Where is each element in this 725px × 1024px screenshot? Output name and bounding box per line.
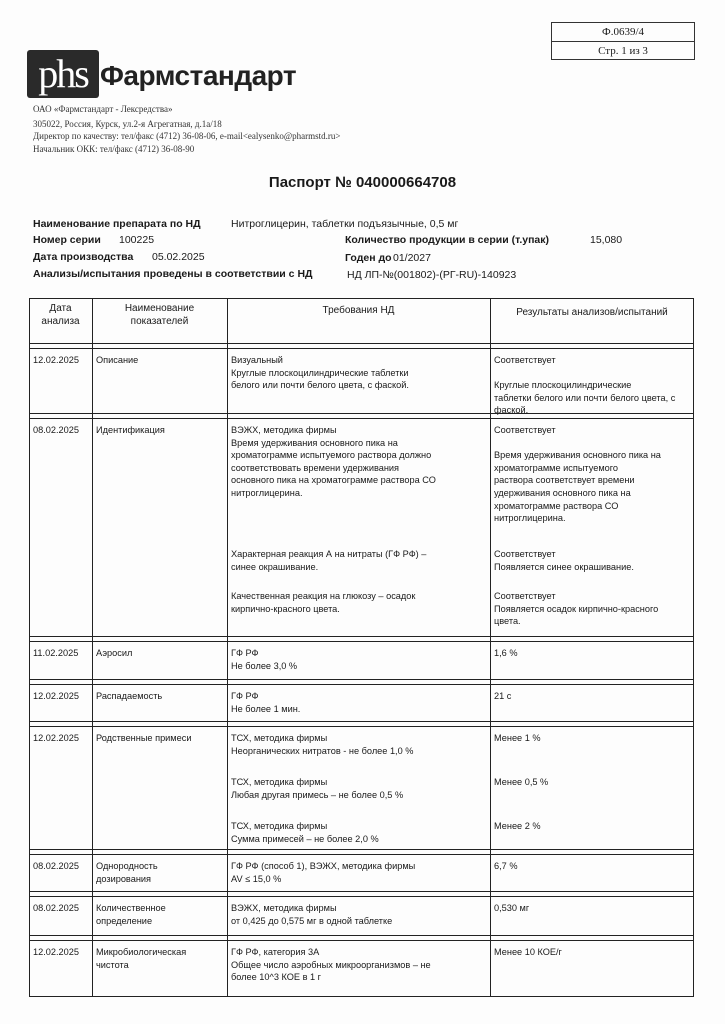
row-requirement-line: синее окрашивание.: [231, 561, 319, 572]
row-requirement: [231, 690, 486, 715]
row-requirement: [231, 860, 486, 885]
row-requirement-line: AV ≤ 15,0 %: [231, 873, 282, 884]
results-table: [29, 298, 694, 997]
row-result-line: Менее 2 %: [494, 821, 541, 831]
row-indicator: [96, 732, 223, 745]
row-result: [494, 946, 690, 959]
row-requirement-line: Характерная реакция А на нитраты (ГФ РФ) –: [231, 549, 427, 559]
row-requirement-line: Неорганических нитратов - не более 1,0 %: [231, 745, 414, 756]
row-requirement-line: Любая другая примесь – не более 0,5 %: [231, 789, 404, 800]
header-indicator-line: показателей: [130, 316, 189, 327]
row-requirement: [231, 902, 486, 927]
table-column-rule: [693, 298, 694, 997]
row-result: [494, 820, 690, 833]
row-date: 12.02.2025: [33, 691, 79, 701]
drug-value: Нитроглицерин, таблетки подъязычные, 0,5 мг: [231, 218, 459, 230]
company-name: ОАО «Фармстандарт - Лексредства»: [33, 104, 173, 114]
form-code: Ф.0639/4: [602, 26, 644, 38]
table-row-rule: [29, 636, 694, 637]
passport-title: Паспорт № 040000664708: [268, 174, 457, 191]
table-row-rule: [29, 684, 694, 685]
drug-label: Наименование препарата по НД: [33, 218, 201, 230]
row-indicator: [96, 647, 223, 660]
table-row-rule: [29, 641, 694, 642]
form-code-box: [551, 22, 695, 60]
row-date: 12.02.2025: [33, 733, 79, 743]
row-result-line: Соответствует: [494, 425, 556, 435]
row-result-line: 6,7 %: [494, 861, 518, 871]
row-requirement-line: от 0,425 до 0,575 мг в одной таблетке: [231, 915, 393, 926]
row-result-line: Соответствует: [494, 549, 556, 559]
row-requirement-line: Не более 1 мин.: [231, 703, 301, 714]
table-row-rule: [29, 721, 694, 722]
row-requirement-line: Визуальный: [231, 355, 283, 365]
row-indicator: [96, 354, 223, 367]
row-requirement: [231, 590, 486, 615]
row-requirement-line: Время удерживания основного пика на: [231, 437, 398, 448]
header-indicator-line: Наименование: [124, 303, 195, 314]
row-result: [494, 860, 690, 873]
row-date: 08.02.2025: [33, 903, 79, 913]
row-indicator-line: дозирования: [96, 873, 151, 884]
row-requirement-line: ВЭЖХ, методика фирмы: [231, 903, 337, 913]
okk-head-contact: Начальник ОКК: тел/факс (4712) 36-08-90: [33, 144, 195, 154]
company-address: 305022, Россия, Курск, ул.2-я Агрегатная, д.1а/18: [33, 119, 222, 129]
table-row-rule: [29, 940, 694, 941]
table-header-rule: [29, 343, 694, 344]
row-result-line: [494, 367, 690, 380]
row-requirement-line: ТСХ, методика фирмы: [231, 821, 328, 831]
row-result: [494, 354, 690, 417]
row-result-line: 0,530 мг: [494, 903, 530, 913]
row-result: [494, 902, 690, 915]
quality-director-contact: Директор по качеству: тел/факс (4712) 36-08-06, e-mail<ealysenko@pharmstd.ru>: [33, 131, 341, 141]
table-row-rule: [29, 418, 694, 419]
row-requirement: [231, 776, 486, 801]
row-indicator-line: Распадаемость: [96, 691, 163, 701]
table-row-rule: [29, 896, 694, 897]
page-number: Стр. 1 из 3: [552, 41, 694, 60]
row-requirement-line: ВЭЖХ, методика фирмы: [231, 425, 337, 435]
series-label: Номер серии: [33, 234, 101, 246]
row-requirement-line: Сумма примесей – не более 2,0 %: [231, 833, 379, 844]
table-column-rule: [29, 298, 30, 997]
table-row-rule: [29, 726, 694, 727]
table-column-rule: [92, 298, 93, 997]
row-indicator-line: Микробиологическая: [96, 947, 187, 957]
row-indicator: [96, 860, 223, 885]
row-date: 08.02.2025: [33, 861, 79, 871]
expiry-value: 01/2027: [393, 252, 431, 264]
table-header-rule: [29, 348, 694, 349]
table-row-rule: [29, 854, 694, 855]
row-result: [494, 424, 690, 525]
row-result: [494, 647, 690, 660]
row-requirement: [231, 424, 486, 500]
row-result-line: хроматограмме испытуемого: [494, 462, 619, 473]
row-result-line: нитроглицерина.: [494, 513, 566, 524]
row-result: [494, 776, 690, 789]
row-requirement: [231, 820, 486, 845]
table-row-rule: [29, 849, 694, 850]
row-requirement-line: ГФ РФ: [231, 691, 259, 701]
production-label: Дата производства: [33, 251, 134, 263]
header-results: Результаты анализов/испытаний: [516, 307, 668, 318]
row-indicator-line: Описание: [96, 355, 139, 365]
row-result-line: Появляется синее окрашивание.: [494, 561, 634, 572]
header-indicator: [92, 302, 227, 328]
row-requirement-line: основного пика на хроматограмме раствора СО: [231, 475, 436, 486]
row-requirement-line: хроматограмме испытуемого раствора должно: [231, 450, 432, 461]
table-border-bottom: [29, 996, 694, 997]
row-indicator-line: Аэросил: [96, 648, 133, 658]
header-requirements: Требования НД: [322, 305, 395, 316]
row-requirement-line: ГФ РФ: [231, 648, 259, 658]
expiry-label: Годен до: [345, 252, 392, 264]
row-result-line: Соответствует: [494, 591, 556, 601]
row-result-line: раствора соответствует времени: [494, 475, 635, 486]
row-requirement-line: кирпично-красного цвета.: [231, 603, 340, 614]
row-date: 12.02.2025: [33, 947, 79, 957]
company-logo: phs: [27, 50, 99, 98]
row-requirement-line: Качественная реакция на глюкозу – осадок: [231, 591, 416, 601]
production-value: 05.02.2025: [152, 251, 205, 263]
row-result: [494, 690, 690, 703]
row-result-line: Соответствует: [494, 355, 556, 365]
series-value: 100225: [119, 234, 155, 246]
table-column-rule: [490, 298, 491, 997]
row-indicator: [96, 902, 223, 927]
analyses-value: НД ЛП-№(001802)-(РГ-RU)-140923: [347, 269, 517, 281]
quantity-value: 15,080: [590, 234, 623, 246]
row-indicator-line: Однородность: [96, 861, 158, 871]
row-indicator: [96, 946, 223, 971]
table-row-rule: [29, 891, 694, 892]
row-requirement: [231, 946, 486, 984]
row-result-line: Время удерживания основного пика на: [494, 450, 661, 461]
row-result-line: Менее 10 КОЕ/г: [494, 947, 562, 957]
table-column-rule: [227, 298, 228, 997]
row-indicator: [96, 690, 223, 703]
row-requirement-line: ТСХ, методика фирмы: [231, 733, 328, 743]
row-indicator-line: определение: [96, 915, 153, 926]
row-result-line: цвета.: [494, 616, 521, 627]
row-requirement-line: соответствовать времени удерживания: [231, 462, 400, 473]
quantity-label: Количество продукции в серии (т.упак): [345, 234, 550, 246]
row-requirement-line: нитроглицерина.: [231, 487, 303, 498]
row-result-line: Менее 0,5 %: [494, 777, 549, 787]
row-requirement-line: ГФ РФ (способ 1), ВЭЖХ, методика фирмы: [231, 861, 416, 871]
row-result-line: 1,6 %: [494, 648, 518, 658]
row-result-line: Круглые плоскоцилиндрические: [494, 380, 632, 391]
analyses-label: Анализы/испытания проведены в соответствии с НД: [33, 268, 313, 280]
row-requirement-line: ГФ РФ, категория 3А: [231, 947, 320, 957]
row-indicator-line: Идентификация: [96, 425, 165, 435]
row-indicator: [96, 424, 223, 437]
row-result: [494, 732, 690, 745]
table-border-top: [29, 298, 694, 299]
row-result-line: [494, 437, 690, 450]
row-requirement: [231, 647, 486, 672]
row-result-line: удерживания основного пика на: [494, 487, 631, 498]
header-date: [29, 302, 92, 328]
row-result: [494, 590, 690, 628]
row-date: 11.02.2025: [33, 648, 79, 658]
row-requirement-line: более 10^3 КОЕ в 1 г: [231, 972, 322, 983]
row-indicator-line: чистота: [96, 959, 129, 970]
row-result: [494, 548, 690, 573]
company-logo-text: Фармстандарт: [100, 60, 297, 91]
row-requirement-line: Общее число аэробных микроорганизмов – не: [231, 959, 431, 970]
row-requirement: [231, 548, 486, 573]
header-date-line: Дата: [49, 303, 72, 314]
table-row-rule: [29, 679, 694, 680]
row-requirement-line: белого или почти белого цвета, с фаской.: [231, 380, 409, 391]
row-requirement-line: ТСХ, методика фирмы: [231, 777, 328, 787]
row-requirement-line: Круглые плоскоцилиндрические таблетки: [231, 367, 409, 378]
row-indicator-line: Родственные примеси: [96, 733, 192, 743]
table-row-rule: [29, 935, 694, 936]
row-result-line: хроматограмме раствора СО: [494, 500, 619, 511]
header-date-line: анализа: [41, 316, 80, 327]
row-requirement: [231, 732, 486, 757]
row-result-line: Появляется осадок кирпично-красного: [494, 603, 659, 614]
row-result-line: Менее 1 %: [494, 733, 541, 743]
row-result-line: таблетки белого или почти белого цвета, с фаской.: [494, 392, 676, 416]
row-result-line: 21 с: [494, 691, 512, 701]
row-indicator-line: Количественное: [96, 903, 166, 913]
row-requirement: [231, 354, 486, 392]
row-date: 12.02.2025: [33, 355, 79, 365]
row-requirement-line: Не более 3,0 %: [231, 660, 298, 671]
row-date: 08.02.2025: [33, 425, 79, 435]
